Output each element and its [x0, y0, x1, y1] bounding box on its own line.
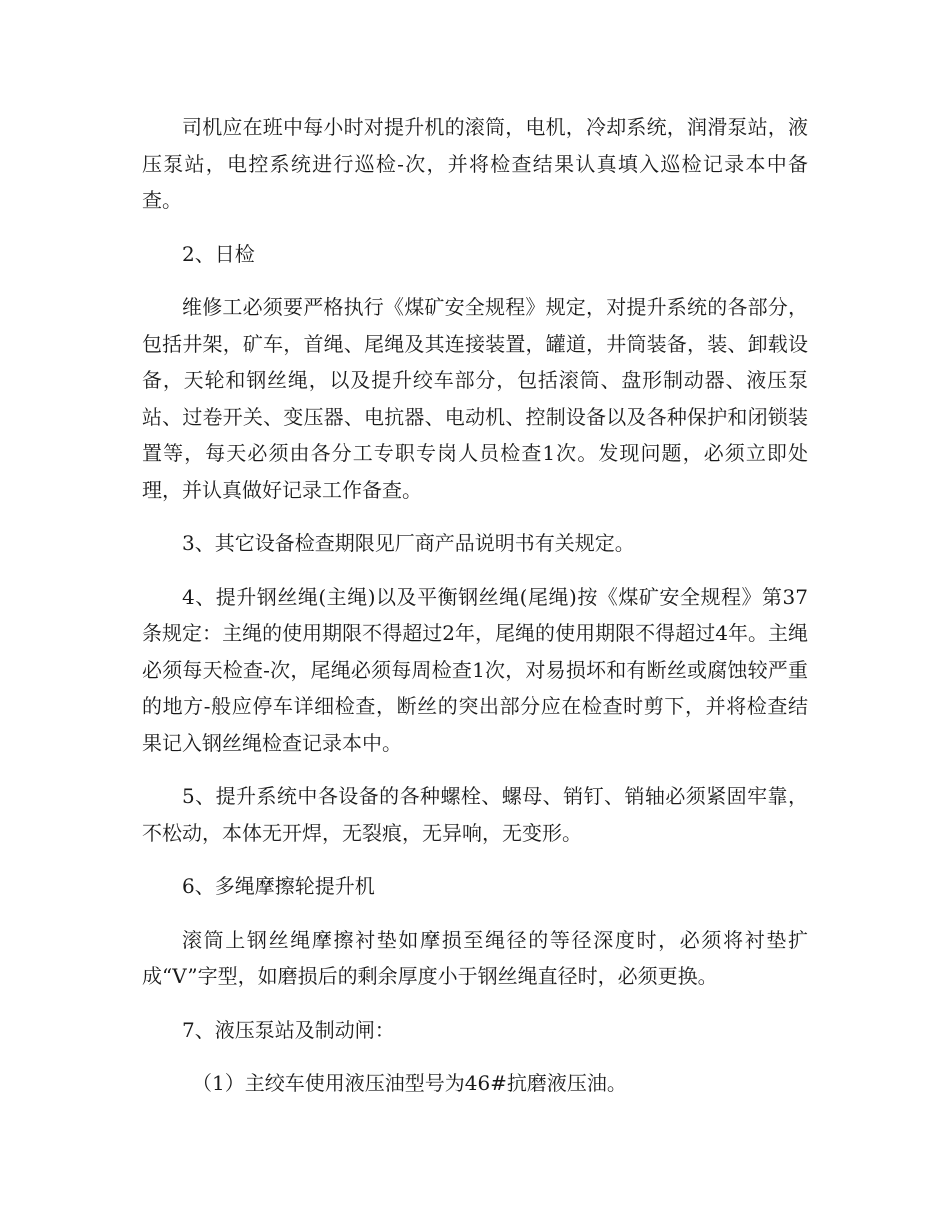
heading-friction-hoist: 6、多绳摩擦轮提升机 [182, 874, 375, 898]
paragraph-friction-lining: 滚筒上钢丝绳摩擦衬垫如摩损至绳径的等径深度时，必须将衬垫扩成“V”字型，如磨损后的剩余厚度小于钢丝绳直径时，必须更换。 [142, 927, 808, 988]
paragraph-other-equipment: 3、其它设备检查期限见厂商产品说明书有关规定。 [182, 531, 635, 555]
heading-daily-check: 2、日检 [182, 241, 255, 266]
paragraph-inspection-shift: 司机应在班中每小时对提升机的滚筒，电机，冷却系统，润滑泵站，液压泵站，电控系统进行巡检-次，并将检查结果认真填入巡检记录本中备查。 [142, 115, 808, 212]
paragraph-maintenance: 维修工必须要严格执行《煤矿安全规程》规定，对提升系统的各部分，包括井架，矿车，首绳、尾绳及其连接装置，罐道，井筒装备，装、卸载设备，天轮和钢丝绳，以及提升绞车部分，包括滚筒、盘形制动器、液压泵站、过卷开关、变压器、电抗器、电动机、控制设备以及各种保护和闭锁装置等，每天必须由各分工专职专岗人员检查1次。发现问题，必须立即处理，并认真做好记录工作备查。 [142, 295, 808, 502]
paragraph-wire-rope: 4、提升钢丝绳(主绳)以及平衡钢丝绳(尾绳)按《煤矿安全规程》第37条规定：主绳的使用期限不得超过2年，尾绳的使用期限不得超过4年。主绳必须每天检查-次，尾绳必须每周检查1次，对易损坏和有断丝或腐蚀较严重的地方-般应停车详细检查，断丝的突出部分应在检查时剪下，并将检查结果记入钢丝绳检查记录本中。 [142, 584, 808, 755]
list-item-hydraulic-oil: （1）主绞车使用液压油型号为46#抗磨液压油。 [192, 1071, 627, 1095]
paragraph-fasteners: 5、提升系统中各设备的各种螺栓、螺母、销钉、销轴必须紧固牢靠，不松动，本体无开焊，无裂痕，无异响，无变形。 [142, 784, 808, 845]
document-body [142, 109, 808, 1119]
heading-hydraulic-brake: 7、液压泵站及制动闸： [182, 1017, 395, 1042]
